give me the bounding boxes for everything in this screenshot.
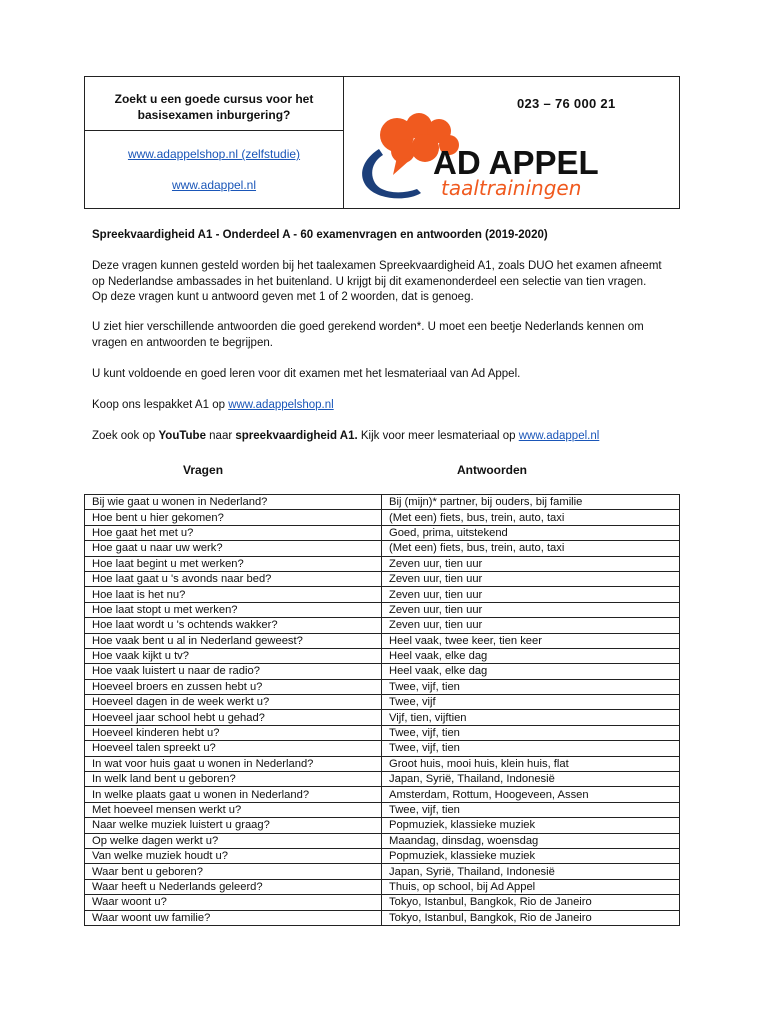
question-cell: In welk land bent u geboren? [85,772,382,787]
question-cell: Waar woont u? [85,895,382,910]
answer-cell: (Met een) fiets, bus, trein, auto, taxi [382,510,680,525]
answer-cell: Heel vaak, elke dag [382,664,680,679]
question-cell: Hoe bent u hier gekomen? [85,510,382,525]
intro-p1-line1: Deze vragen kunnen gesteld worden bij het taalexamen Spreekvaardigheid A1, zoals DUO het examen afneemt [92,260,662,272]
question-cell: Hoe vaak luistert u naar de radio? [85,664,382,679]
table-row [85,802,680,817]
header-question: Zoekt u een goede cursus voor het basisexamen inburgering? [85,77,343,131]
answer-cell: Zeven uur, tien uur [382,602,680,617]
table-row [85,864,680,879]
question-cell: Hoe laat gaat u 's avonds naar bed? [85,571,382,586]
p5-keyword: spreekvaardigheid A1. [235,430,358,442]
question-cell: Hoeveel kinderen hebt u? [85,725,382,740]
question-cell: Naar welke muziek luistert u graag? [85,818,382,833]
link-adappelshop[interactable]: www.adappelshop.nl (zelfstudie) [127,147,301,161]
header-left-cell [85,77,344,208]
p4-text: Koop ons lespakket A1 op [92,399,229,411]
answer-cell: Popmuziek, klassieke muziek [382,848,680,863]
answer-cell: Maandag, dinsdag, woensdag [382,833,680,848]
intro-paragraph-3: U kunt voldoende en goed leren voor dit examen met het lesmateriaal van Ad Appel. [92,368,521,380]
question-cell: Hoe vaak bent u al in Nederland geweest? [85,633,382,648]
table-row [85,633,680,648]
answer-cell: Zeven uur, tien uur [382,618,680,633]
question-cell: Waar heeft u Nederlands geleerd? [85,879,382,894]
answer-cell: Twee, vijf, tien [382,741,680,756]
question-cell: Waar bent u geboren? [85,864,382,879]
table-row [85,510,680,525]
question-cell: In wat voor huis gaat u wonen in Nederland? [85,756,382,771]
table-row [85,525,680,540]
table-row [85,556,680,571]
intro-paragraph-2 [92,320,692,351]
question-cell: Hoeveel broers en zussen hebt u? [85,679,382,694]
question-cell: Hoe gaat het met u? [85,525,382,540]
answer-cell: Twee, vijf, tien [382,725,680,740]
answer-cell: Tokyo, Istanbul, Bangkok, Rio de Janeiro [382,895,680,910]
table-row [85,879,680,894]
table-row [85,741,680,756]
answer-cell: Amsterdam, Rottum, Hoogeveen, Assen [382,787,680,802]
link-adappelshop-2[interactable]: www.adappelshop.nl [228,399,334,411]
intro-p2-line1: U ziet hier verschillende antwoorden die goed gerekend worden*. U moet een beetje Nederlands kennen om [92,321,644,333]
answer-cell: Thuis, op school, bij Ad Appel [382,879,680,894]
table-row [85,495,680,510]
table-row [85,695,680,710]
answer-cell: Vijf, tien, vijftien [382,710,680,725]
question-cell: Met hoeveel mensen werkt u? [85,802,382,817]
intro-paragraph-5 [92,429,692,445]
question-cell: Op welke dagen werkt u? [85,833,382,848]
answer-cell: Zeven uur, tien uur [382,587,680,602]
question-cell: Hoe gaat u naar uw werk? [85,541,382,556]
table-row [85,772,680,787]
table-row [85,587,680,602]
table-row [85,618,680,633]
qa-table [84,494,680,926]
table-row [85,895,680,910]
answer-cell: Goed, prima, uitstekend [382,525,680,540]
answer-cell: Japan, Syrië, Thailand, Indonesië [382,864,680,879]
header-box [84,76,680,209]
answer-cell: Popmuziek, klassieke muziek [382,818,680,833]
column-header-antwoorden: Antwoorden [457,463,527,477]
answer-cell: Zeven uur, tien uur [382,571,680,586]
question-cell: Bij wie gaat u wonen in Nederland? [85,495,382,510]
table-row [85,571,680,586]
question-cell: In welke plaats gaat u wonen in Nederland? [85,787,382,802]
intro-paragraph-4 [92,398,692,414]
question-cell: Hoe laat begint u met werken? [85,556,382,571]
answer-cell: Twee, vijf [382,695,680,710]
question-cell: Hoe laat stopt u met werken? [85,602,382,617]
intro-p2-line2: vragen en antwoorden te begrijpen. [92,336,273,349]
table-row [85,602,680,617]
p5-text-e: Kijk voor meer lesmateriaal op [357,430,519,442]
table-row [85,541,680,556]
column-header-vragen: Vragen [183,463,224,477]
answer-cell: Groot huis, mooi huis, klein huis, flat [382,756,680,771]
table-row [85,787,680,802]
p5-text-c: naar [205,430,236,442]
table-row [85,910,680,925]
link-adappel[interactable]: www.adappel.nl [171,178,257,192]
answer-cell: Twee, vijf, tien [382,679,680,694]
intro-p1-line2: op Nederlandse ambassades in het buitenland. U krijgt bij dit examenonderdeel een selectie van tien vragen. [92,275,647,288]
p5-youtube: YouTube [158,430,206,442]
question-cell: Hoeveel dagen in de week werkt u? [85,695,382,710]
table-row [85,648,680,663]
answer-cell: Heel vaak, elke dag [382,648,680,663]
p5-text-a: Zoek ook op [92,430,159,442]
table-row [85,725,680,740]
table-row [85,710,680,725]
table-row [85,818,680,833]
question-cell: Van welke muziek houdt u? [85,848,382,863]
table-row [85,664,680,679]
question-cell: Waar woont uw familie? [85,910,382,925]
intro-paragraph-1 [92,259,692,306]
table-row [85,679,680,694]
answer-cell: Twee, vijf, tien [382,802,680,817]
table-row [85,848,680,863]
intro-p1-line3: Op deze vragen kunt u antwoord geven met 1 of 2 woorden, dat is genoeg. [92,291,474,303]
question-cell: Hoeveel jaar school hebt u gehad? [85,710,382,725]
table-row [85,756,680,771]
answer-cell: Tokyo, Istanbul, Bangkok, Rio de Janeiro [382,910,680,925]
question-cell: Hoe laat wordt u 's ochtends wakker? [85,618,382,633]
answer-cell: Zeven uur, tien uur [382,556,680,571]
answer-cell: Bij (mijn)* partner, bij ouders, bij familie [382,495,680,510]
answer-cell: Heel vaak, twee keer, tien keer [382,633,680,648]
logo-name: AD APPEL [433,144,599,181]
question-cell: Hoe vaak kijkt u tv? [85,648,382,663]
question-cell: Hoeveel talen spreekt u? [85,741,382,756]
phone-number: 023 – 76 000 21 [517,96,616,111]
answer-cell: (Met een) fiets, bus, trein, auto, taxi [382,541,680,556]
logo-tagline: taaltrainingen [441,176,582,200]
table-row [85,833,680,848]
question-cell: Hoe laat is het nu? [85,587,382,602]
answer-cell: Japan, Syrië, Thailand, Indonesië [382,772,680,787]
link-adappel-2[interactable]: www.adappel.nl [518,430,600,442]
ad-appel-logo [349,113,609,203]
document-title: Spreekvaardigheid A1 - Onderdeel A - 60 examenvragen en antwoorden (2019-2020) [92,229,548,241]
